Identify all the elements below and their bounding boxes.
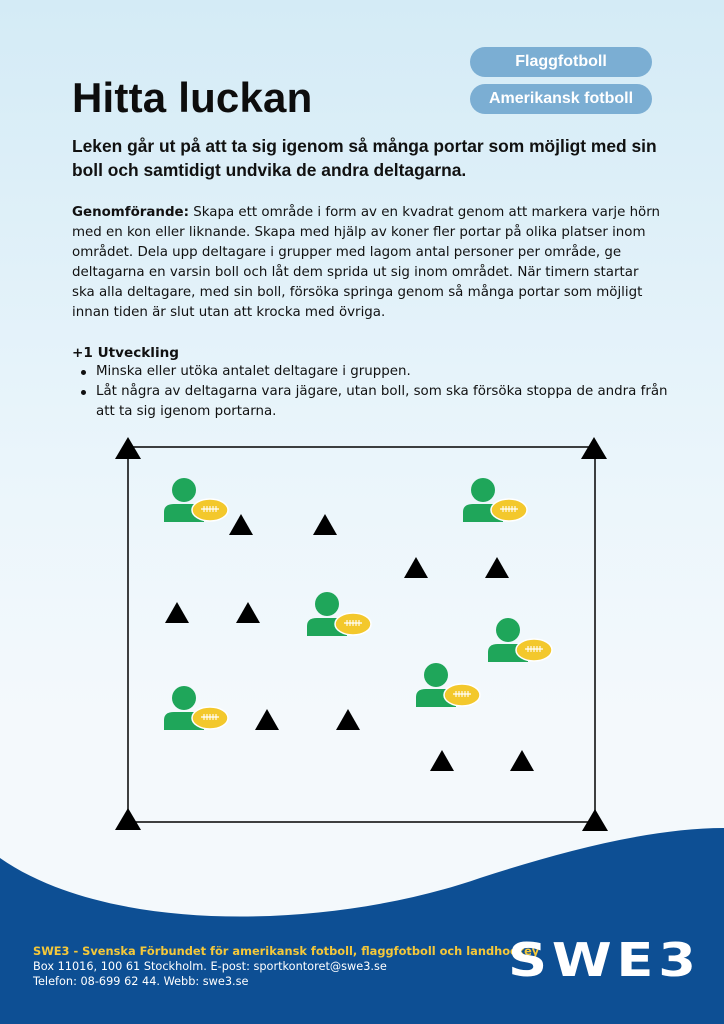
gate-cone-icon <box>313 514 337 535</box>
development-heading: +1 Utveckling <box>72 345 180 361</box>
swe3-logo-text: SWE3 <box>508 933 701 987</box>
player-with-football-icon <box>463 478 527 522</box>
gate-cone-icon <box>404 557 428 578</box>
player-with-football-icon <box>164 478 228 522</box>
tag-flaggfotboll: Flaggfotboll <box>470 47 652 77</box>
execution-text: Skapa ett område i form av en kvadrat genom att markera varje hörn med en kon eller liknande. Skapa med hjälp av koner fler portar på olika platser inom området. Dela upp deltagare i grupper med lagom antal personer per område, ge deltagarna en varsin boll och låt dem sprida ut sig inom området. När timern startar ska alla deltagare, med sin boll, försöka springa genom så många portar som möjligt innan tiden är slut utan att krocka med övriga. <box>72 205 661 320</box>
page-title: Hitta luckan <box>72 74 313 121</box>
corner-cone-icon <box>582 809 608 831</box>
gate-cone-icon <box>255 709 279 730</box>
tag-amerikansk-fotboll: Amerikansk fotboll <box>470 84 652 114</box>
development-item: Minska eller utöka antalet deltagare i gruppen. <box>78 362 668 382</box>
gate-cone-icon <box>165 602 189 623</box>
gate-cone-icon <box>485 557 509 578</box>
gate-cone-icon <box>510 750 534 771</box>
gate-cone-icon <box>236 602 260 623</box>
gate-cone-icon <box>229 514 253 535</box>
footer-address: Box 11016, 100 61 Stockholm. E-post: sportkontoret@swe3.se <box>33 960 387 973</box>
player-with-football-icon <box>416 663 480 707</box>
gate-cone-icon <box>430 750 454 771</box>
player-with-football-icon <box>164 686 228 730</box>
execution-label: Genomförande: <box>72 205 189 220</box>
player-with-football-icon <box>307 592 371 636</box>
footer <box>33 944 539 989</box>
development-item: Låt några av deltagarna vara jägare, utan boll, som ska försöka stoppa de andra från att ta sig igenom portarna. <box>78 382 668 422</box>
player-with-football-icon <box>488 618 552 662</box>
gate-cone-icon <box>336 709 360 730</box>
footer-contact: Telefon: 08-699 62 44. Webb: swe3.se <box>33 975 249 988</box>
swe3-logo <box>508 933 709 987</box>
corner-cone-icon <box>115 808 141 830</box>
intro-text: Leken går ut på att ta sig igenom så många portar som möjligt med sin boll och samtidigt undvika de andra deltagarna. <box>72 136 657 180</box>
footer-org: SWE3 - Svenska Förbundet för amerikansk fotboll, flaggfotboll och landhockey <box>33 944 540 958</box>
corner-cone-icon <box>581 437 607 459</box>
corner-cone-icon <box>115 437 141 459</box>
